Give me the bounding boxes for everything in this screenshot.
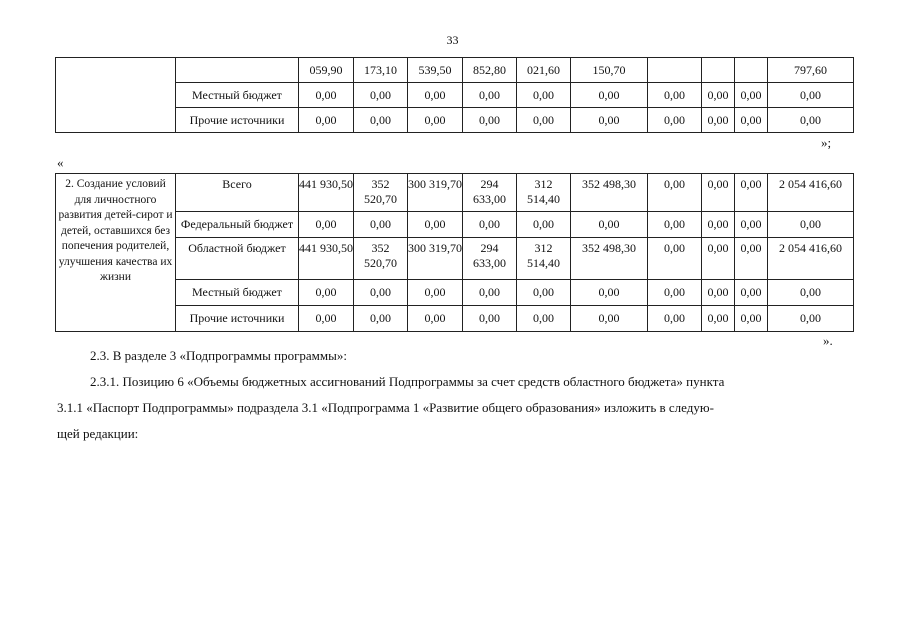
value-cell: 0,00 [463, 83, 517, 108]
value-cell: 294 633,00 [463, 238, 517, 280]
value-cell: 294 633,00 [463, 174, 517, 212]
value-cell: 539,50 [408, 58, 463, 83]
value-cell: 0,00 [735, 174, 768, 212]
value-cell: 0,00 [354, 83, 408, 108]
value-cell: 0,00 [463, 108, 517, 133]
table-row [56, 174, 854, 212]
closing-quote: ». [823, 333, 833, 348]
value-cell: 0,00 [299, 83, 354, 108]
value-cell: 352 498,30 [571, 174, 648, 212]
source-cell: Местный бюджет [176, 83, 299, 108]
value-cell: 0,00 [702, 212, 735, 238]
value-cell: 300 319,70 [408, 174, 463, 212]
value-cell: 0,00 [735, 238, 768, 280]
value-cell: 0,00 [463, 280, 517, 306]
page-number: 33 [446, 33, 459, 47]
paragraph-2-3-1-line1: 2.3.1. Позицию 6 «Объемы бюджетных ассигнований Подпрограммы за счет средств областного бюджета» пункта [90, 374, 725, 389]
table-row [56, 306, 854, 332]
value-cell: 0,00 [702, 306, 735, 332]
value-cell: 300 319,70 [408, 238, 463, 280]
value-cell: 0,00 [299, 108, 354, 133]
table-row [56, 58, 854, 83]
value-cell: 0,00 [517, 108, 571, 133]
value-cell: 059,90 [299, 58, 354, 83]
value-cell: 312 514,40 [517, 174, 571, 212]
value-cell: 0,00 [702, 174, 735, 212]
value-cell: 0,00 [735, 280, 768, 306]
budget-table-item-2 [55, 173, 854, 332]
table-row [56, 238, 854, 280]
value-cell: 0,00 [648, 83, 702, 108]
source-cell: Местный бюджет [176, 280, 299, 306]
value-cell: 441 930,50 [299, 174, 354, 212]
empty-description-cell [56, 58, 176, 133]
value-cell: 0,00 [354, 306, 408, 332]
value-cell: 0,00 [517, 212, 571, 238]
value-cell: 0,00 [768, 306, 854, 332]
value-cell: 0,00 [648, 306, 702, 332]
value-cell: 0,00 [702, 83, 735, 108]
value-cell: 0,00 [768, 212, 854, 238]
value-cell: 0,00 [408, 108, 463, 133]
value-cell: 021,60 [517, 58, 571, 83]
value-cell: 0,00 [299, 212, 354, 238]
value-cell: 0,00 [768, 280, 854, 306]
source-cell: Областной бюджет [176, 238, 299, 280]
value-cell: 2 054 416,60 [768, 238, 854, 280]
value-cell: 0,00 [354, 212, 408, 238]
value-cell: 0,00 [648, 212, 702, 238]
paragraph-2-3-1-line2: 3.1.1 «Паспорт Подпрограммы» подраздела 3.1 «Подпрограмма 1 «Развитие общего образования» изложить в следую- [57, 400, 714, 415]
source-cell: Всего [176, 174, 299, 212]
source-cell: Федеральный бюджет [176, 212, 299, 238]
value-cell: 173,10 [354, 58, 408, 83]
paragraph-2-3-1-line3: щей редакции: [57, 426, 139, 441]
source-cell: Прочие источники [176, 108, 299, 133]
table-row [56, 108, 854, 133]
value-cell: 0,00 [648, 108, 702, 133]
value-cell: 0,00 [702, 280, 735, 306]
value-cell: 0,00 [408, 306, 463, 332]
value-cell [648, 58, 702, 83]
value-cell: 2 054 416,60 [768, 174, 854, 212]
value-cell: 352 498,30 [571, 238, 648, 280]
source-cell [176, 58, 299, 83]
value-cell: 797,60 [768, 58, 854, 83]
opening-quote: « [57, 155, 64, 170]
value-cell: 0,00 [571, 212, 648, 238]
value-cell: 0,00 [648, 174, 702, 212]
value-cell: 0,00 [571, 108, 648, 133]
paragraph-2-3: 2.3. В разделе 3 «Подпрограммы программы»: [90, 348, 347, 363]
value-cell: 441 930,50 [299, 238, 354, 280]
value-cell: 352 520,70 [354, 174, 408, 212]
activity-description: 2. Создание условий для личностного развития детей-сирот и детей, оставшихся без попечения родителей, улучшения качества их жизни [56, 174, 176, 332]
table-row [56, 212, 854, 238]
value-cell: 312 514,40 [517, 238, 571, 280]
value-cell: 0,00 [463, 306, 517, 332]
value-cell: 0,00 [571, 280, 648, 306]
table-row [56, 83, 854, 108]
value-cell: 0,00 [768, 108, 854, 133]
value-cell [702, 58, 735, 83]
value-cell: 852,80 [463, 58, 517, 83]
value-cell: 0,00 [571, 83, 648, 108]
value-cell: 0,00 [735, 212, 768, 238]
value-cell: 0,00 [702, 108, 735, 133]
value-cell: 0,00 [299, 280, 354, 306]
value-cell: 0,00 [735, 306, 768, 332]
budget-table-continuation [55, 57, 854, 133]
table-row [56, 280, 854, 306]
value-cell: 0,00 [517, 280, 571, 306]
value-cell: 0,00 [517, 83, 571, 108]
value-cell: 0,00 [648, 280, 702, 306]
source-cell: Прочие источники [176, 306, 299, 332]
value-cell: 0,00 [408, 280, 463, 306]
value-cell: 0,00 [299, 306, 354, 332]
value-cell: 0,00 [354, 108, 408, 133]
value-cell: 0,00 [702, 238, 735, 280]
value-cell: 0,00 [648, 238, 702, 280]
value-cell: 0,00 [735, 83, 768, 108]
value-cell: 0,00 [408, 212, 463, 238]
closing-quote: »; [821, 135, 832, 150]
value-cell [735, 58, 768, 83]
value-cell: 352 520,70 [354, 238, 408, 280]
value-cell: 0,00 [768, 83, 854, 108]
value-cell: 0,00 [735, 108, 768, 133]
value-cell: 0,00 [354, 280, 408, 306]
value-cell: 0,00 [408, 83, 463, 108]
value-cell: 0,00 [517, 306, 571, 332]
value-cell: 0,00 [571, 306, 648, 332]
value-cell: 0,00 [463, 212, 517, 238]
value-cell: 150,70 [571, 58, 648, 83]
